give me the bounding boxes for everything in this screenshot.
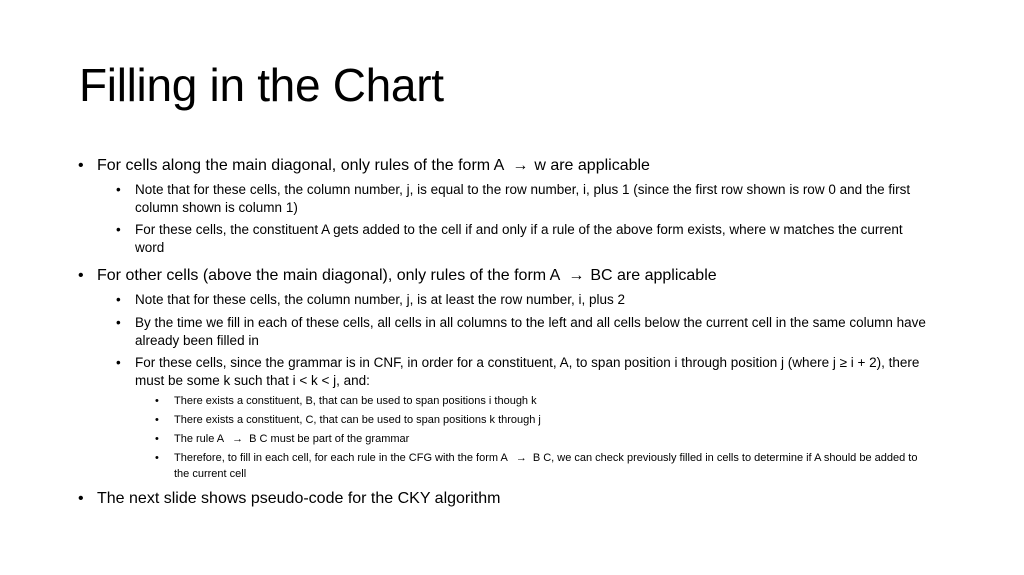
bullet-dot: • bbox=[116, 292, 121, 307]
rule-prefix: For cells along the main diagonal, only rules of the form A bbox=[97, 157, 505, 174]
arrow-icon: → bbox=[515, 452, 527, 464]
bullet-dot: • bbox=[78, 490, 84, 507]
bullet-text: Note that for these cells, the column number, j, is equal to the row number, i, plus 1 (since the first row shown is row 0 and the first column shown is column 1) bbox=[135, 182, 911, 215]
rule-prefix: Therefore, to fill in each cell, for each rule in the CFG with the form A bbox=[174, 452, 508, 464]
rule-prefix: For other cells (above the main diagonal), only rules of the form A bbox=[97, 267, 561, 284]
bullet-text bbox=[97, 266, 957, 286]
bullet-text: Note that for these cells, the column number, j, is at least the row number, i, plus 2 bbox=[135, 292, 625, 307]
bullet-dot: • bbox=[78, 267, 84, 284]
bullet-dot: • bbox=[155, 452, 159, 464]
rule-prefix: The rule A bbox=[174, 433, 225, 445]
bullet-dot: • bbox=[155, 395, 159, 407]
rule-suffix: BC are applicable bbox=[590, 267, 717, 284]
bullet-text bbox=[174, 431, 934, 447]
bullet-dot: • bbox=[155, 414, 159, 426]
bullet-text: For these cells, since the grammar is in CNF, in order for a constituent, A, to span position i through position j (where j ≥ i + 2), there must be some k such that i < k < j, and: bbox=[135, 355, 920, 388]
bullet-text: There exists a constituent, B, that can be used to span positions i though k bbox=[174, 395, 537, 407]
bullet-dot: • bbox=[116, 355, 121, 370]
bullet-text bbox=[174, 450, 934, 482]
bullet-text: There exists a constituent, C, that can be used to span positions k through j bbox=[174, 414, 541, 426]
bullet-dot: • bbox=[155, 433, 159, 445]
rule-suffix: w are applicable bbox=[534, 157, 650, 174]
bullet-dot: • bbox=[116, 315, 121, 330]
arrow-icon: → bbox=[232, 433, 244, 445]
rule-suffix: B C, we can check previously filled in cells to determine if A should be added to the current cell bbox=[174, 452, 918, 480]
bullet-text bbox=[97, 156, 957, 176]
slide-title: Filling in the Chart bbox=[79, 59, 444, 111]
rule-suffix: B C must be part of the grammar bbox=[249, 433, 410, 445]
bullet-dot: • bbox=[116, 222, 121, 237]
bullet-text: The next slide shows pseudo-code for the CKY algorithm bbox=[97, 490, 501, 507]
arrow-icon: → bbox=[568, 267, 585, 284]
bullet-text: For these cells, the constituent A gets added to the cell if and only if a rule of the above form exists, where w matches the current word bbox=[135, 222, 903, 255]
bullet-dot: • bbox=[116, 182, 121, 197]
arrow-icon: → bbox=[512, 157, 529, 174]
bullet-text: By the time we fill in each of these cells, all cells in all columns to the left and all cells below the current cell in the same column have already been filled in bbox=[135, 315, 926, 348]
bullet-dot: • bbox=[78, 157, 84, 174]
